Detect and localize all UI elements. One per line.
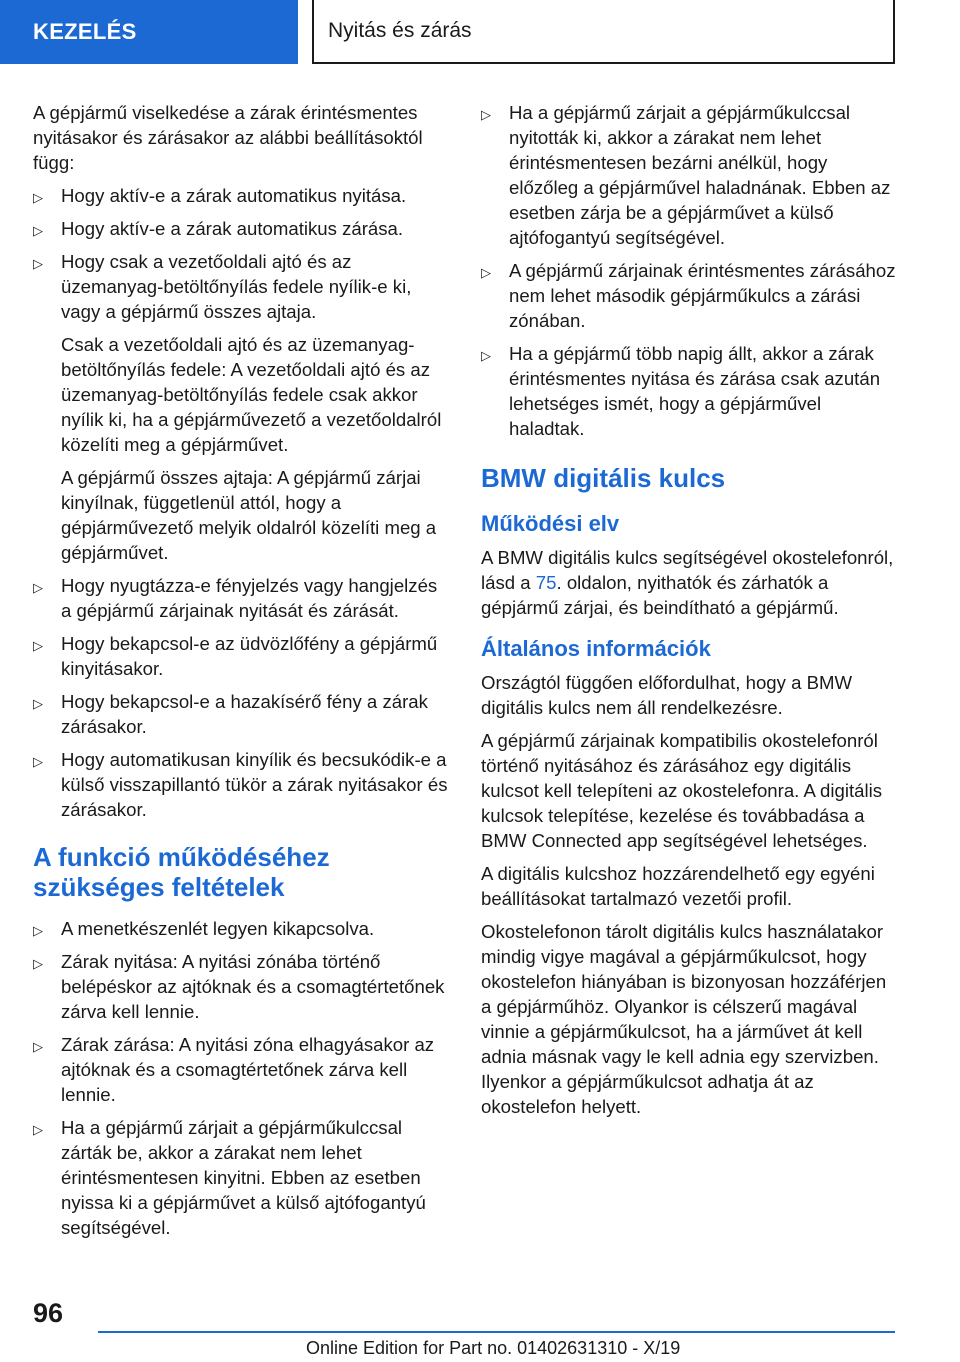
general-paragraph: A gépjármű zárjainak kompatibilis okostelefonról történő nyitásához és zárásához egy digitális kulcsot kell telepíteni az okostelefonra. A digitális kulcsok telepítése, kezelése és továbbadása a BMW Connected app segítségével lehetséges.: [481, 730, 883, 851]
triangle-bullet-icon: ▷: [33, 580, 43, 595]
general-paragraph: A digitális kulcshoz hozzárendelhető egy egyéni beállításokat tartalmazó vezetői profil.: [481, 863, 875, 909]
list-item: ▷ Hogy csak a vezetőoldali ajtó és az üzemanyag-betöltőnyílás fedele nyílik-e ki, vagy a gépjármű összes ajtaja. Csak a vezetőoldali ajtó és az üzemanyag-betöltőnyílás fedele: A vezetőoldali ajtó és az üzemanyag-betöltőnyílás fedele csak akkor nyílik ki, ha a gépjárművezető a vezetőoldalról közelíti meg a gépjárművet. A gépjármű összes ajtaja: A gépjármű zárjai kinyílnak, függetlenül attól, hogy a gépjárművezető melyik oldalról közelíti meg a gépjárművet.: [33, 249, 448, 565]
requirements-list: [33, 916, 448, 1240]
triangle-bullet-icon: ▷: [33, 223, 43, 238]
list-item: ▷ Hogy nyugtázza-e fényjelzés vagy hangjelzés a gépjármű zárjainak nyitását és zárását.: [33, 575, 438, 621]
general-paragraph: Országtól függően előfordulhat, hogy a BMW digitális kulcs nem áll rendelkezésre.: [481, 672, 853, 718]
list-item: ▷ A menetkészenlét legyen kikapcsolva.: [33, 916, 448, 941]
triangle-bullet-icon: ▷: [481, 348, 491, 363]
general-paragraph: Okostelefonon tárolt digitális kulcs használatakor mindig vigye magával a gépjárműkulcsot, hogy okostelefon hiányában is bizonyosan hozzáférjen a gépjárműhöz. Olyankor is célszerű magával vinnie a gépjárműkulcsot, ha a járművet át kell adnia másnak vagy le kell adnia egy szervizben. Ilyenkor a gépjárműkulcsot adhatja át az okostelefon helyett.: [481, 921, 887, 1117]
principle-heading: Működési elv: [481, 511, 620, 536]
left-column: [33, 100, 448, 1248]
section-tab: KEZELÉS: [0, 0, 298, 64]
list-item: ▷ Hogy bekapcsol-e a hazakísérő fény a zárak zárásakor.: [33, 691, 428, 737]
sub-paragraph: Csak a vezetőoldali ajtó és az üzemanyag-betöltőnyílás fedele: A vezetőoldali ajtó és az üzemanyag-betöltőnyílás fedele csak akkor nyílik ki, ha a gépjárművezető a vezetőoldalról közelíti meg a gépjárművet.: [61, 334, 442, 455]
triangle-bullet-icon: ▷: [481, 265, 491, 280]
settings-list: [33, 183, 448, 822]
page-section-title: [312, 0, 895, 64]
triangle-bullet-icon: ▷: [33, 696, 43, 711]
page-number: 96: [33, 1298, 64, 1328]
footer-divider: [98, 1331, 895, 1333]
intro-paragraph: A gépjármű viselkedése a zárak érintésmentes nyitásakor és zárásakor az alábbi beállításoktól függ:: [33, 102, 423, 173]
principle-paragraph: A BMW digitális kulcs segítségével okostelefonról, lásd a 75. oldalon, nyithatók és zárhatók a gépjármű zárjai, és beindítható a gépjármű.: [481, 547, 894, 618]
triangle-bullet-icon: ▷: [33, 754, 43, 769]
right-column: [481, 100, 896, 1127]
general-info-heading: Általános információk: [481, 636, 711, 661]
page-section-label: Nyitás és zárás: [328, 19, 472, 42]
list-item: ▷ Hogy aktív-e a zárak automatikus zárása.: [33, 216, 448, 241]
list-item: ▷ Zárak nyitása: A nyitási zónába történő belépéskor az ajtóknak és a csomagtértetőnek zárva kell lennie.: [33, 951, 445, 1022]
list-item: ▷ A gépjármű zárjainak érintésmentes zárásához nem lehet második gépjárműkulcs a zárási zónában.: [481, 260, 896, 331]
list-item: ▷ Ha a gépjármű több napig állt, akkor a zárak érintésmentes nyitása és zárása csak azután lehetséges ismét, hogy a gépjárművel haladtak.: [481, 343, 881, 439]
triangle-bullet-icon: ▷: [33, 1039, 43, 1054]
triangle-bullet-icon: ▷: [33, 190, 43, 205]
list-item: ▷ Hogy automatikusan kinyílik és becsukódik-e a külső visszapillantó tükör a zárak nyitásakor és zárásakor.: [33, 749, 448, 820]
edition-footer: Online Edition for Part no. 01402631310 - X/19: [306, 1338, 681, 1358]
list-item: ▷ Ha a gépjármű zárjait a gépjárműkulccsal nyitották ki, akkor a zárakat nem lehet érintésmentesen bezárni anélkül, hogy előzőleg a gépjárművel haladnának. Ebben az esetben zárja be a gépjárművet a külső ajtófogantyú segítségével.: [481, 102, 891, 248]
list-item: ▷ Hogy aktív-e a zárak automatikus nyitása.: [33, 183, 448, 208]
digital-key-heading: BMW digitális kulcs: [481, 463, 726, 493]
triangle-bullet-icon: ▷: [33, 1122, 43, 1137]
list-item: ▷ Zárak zárása: A nyitási zóna elhagyásakor az ajtóknak és a csomagtértetőnek zárva kell lennie.: [33, 1034, 435, 1105]
continued-requirements-list: [481, 100, 896, 441]
triangle-bullet-icon: ▷: [33, 256, 43, 271]
page-reference-link[interactable]: 75: [535, 572, 557, 593]
triangle-bullet-icon: ▷: [33, 923, 43, 938]
triangle-bullet-icon: ▷: [33, 956, 43, 971]
list-item: ▷ Hogy bekapcsol-e az üdvözlőfény a gépjármű kinyitásakor.: [33, 633, 438, 679]
triangle-bullet-icon: ▷: [481, 107, 491, 122]
requirements-heading: A funkció működéséhez szükséges feltételek: [33, 842, 330, 902]
list-item: ▷ Ha a gépjármű zárjait a gépjárműkulccsal zárták be, akkor a zárakat nem lehet érintésmentesen kinyitni. Ebben az esetben nyissa ki a gépjárművet a külső ajtófogantyú segítségével.: [33, 1117, 426, 1238]
sub-paragraph: A gépjármű összes ajtaja: A gépjármű zárjai kinyílnak, függetlenül attól, hogy a gépjárművezető melyik oldalról közelíti meg a gépjárművet.: [61, 467, 437, 563]
triangle-bullet-icon: ▷: [33, 638, 43, 653]
